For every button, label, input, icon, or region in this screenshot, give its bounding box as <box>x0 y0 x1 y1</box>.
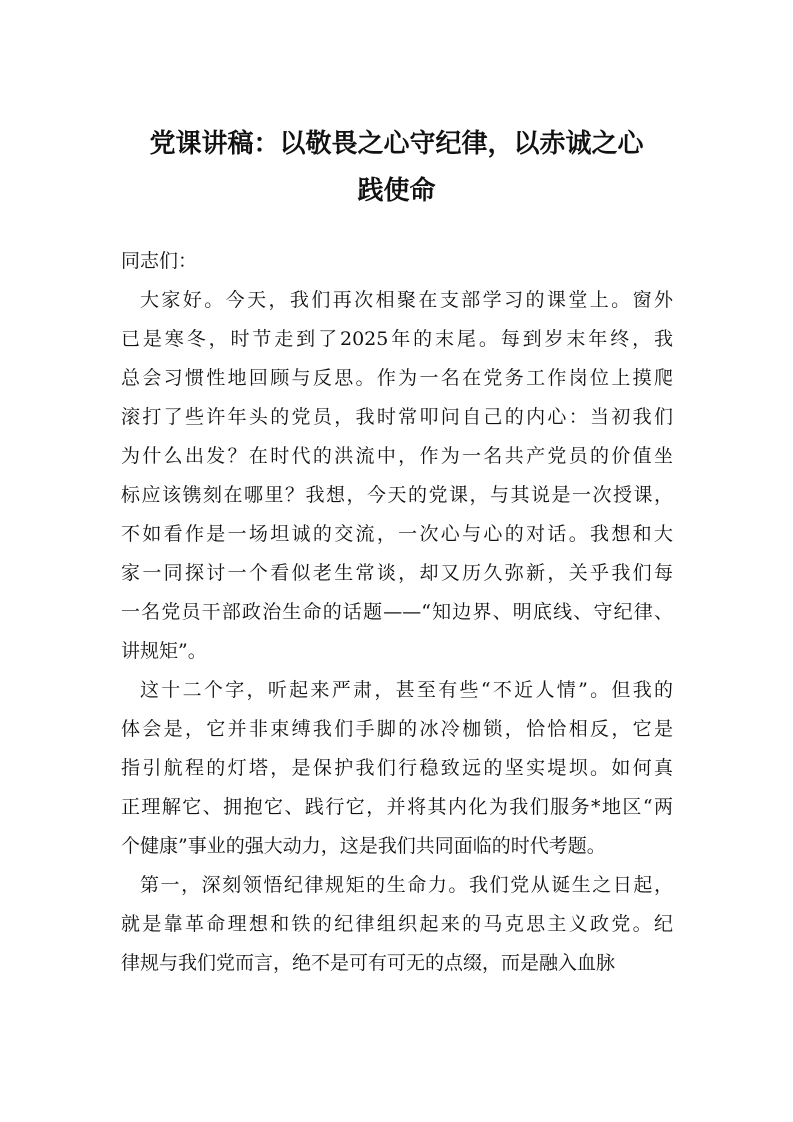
paragraph <box>121 866 673 983</box>
text-line: 不如看作是一场坦诚的交流，一次心与心的对话。我想和大 <box>121 523 673 545</box>
paragraph <box>121 671 673 866</box>
text-line: 指引航程的灯塔，是保护我们行稳致远的坚实堤坝。如何真 <box>121 757 673 779</box>
text-line: 家一同探讨一个看似老生常谈，却又历久弥新，关乎我们每 <box>121 562 673 584</box>
title-line-2: 践使命 <box>357 176 436 206</box>
text-line: 体会是，它并非束缚我们手脚的冰冷枷锁，恰恰相反，它是 <box>121 718 673 740</box>
text-line: 这十二个字，听起来严肃，甚至有些“不近人情”。但我的 <box>140 679 673 701</box>
text-line: 个健康”事业的强大动力，这是我们共同面临的时代考题。 <box>121 835 606 857</box>
document-title <box>121 121 672 215</box>
text-line: 正理解它、拥抱它、践行它，并将其内化为我们服务*地区“两 <box>121 796 673 818</box>
paragraph <box>121 281 673 671</box>
salutation: 同志们： <box>121 250 198 272</box>
text-line: 总会习惯性地回顾与反思。作为一名在党务工作岗位上摸爬 <box>121 367 673 389</box>
text-line: 滚打了些许年头的党员，我时常叩问自己的内心：当初我们 <box>121 406 673 428</box>
text-line: 已是寒冬，时节走到了2025年的末尾。每到岁末年终，我 <box>121 328 673 350</box>
text-line: 律规与我们党而言，绝不是可有可无的点缀，而是融入血脉 <box>121 952 616 974</box>
text-line: 就是靠革命理想和铁的纪律组织起来的马克思主义政党。纪 <box>121 913 673 935</box>
text-line: 讲规矩”。 <box>121 640 207 662</box>
text-line: 为什么出发？在时代的洪流中，作为一名共产党员的价值坐 <box>121 445 673 467</box>
text-line: 第一，深刻领悟纪律规矩的生命力。我们党从诞生之日起， <box>140 874 673 896</box>
text-line: 一名党员干部政治生命的话题——“知边界、明底线、守纪律、 <box>121 601 673 623</box>
document-body <box>121 242 673 983</box>
text-line: 标应该镌刻在哪里？我想，今天的党课，与其说是一次授课， <box>121 484 673 506</box>
text-line: 大家好。今天，我们再次相聚在支部学习的课堂上。窗外 <box>140 289 673 311</box>
title-line-1: 党课讲稿：以敬畏之心守纪律，以赤诚之心 <box>149 129 644 159</box>
